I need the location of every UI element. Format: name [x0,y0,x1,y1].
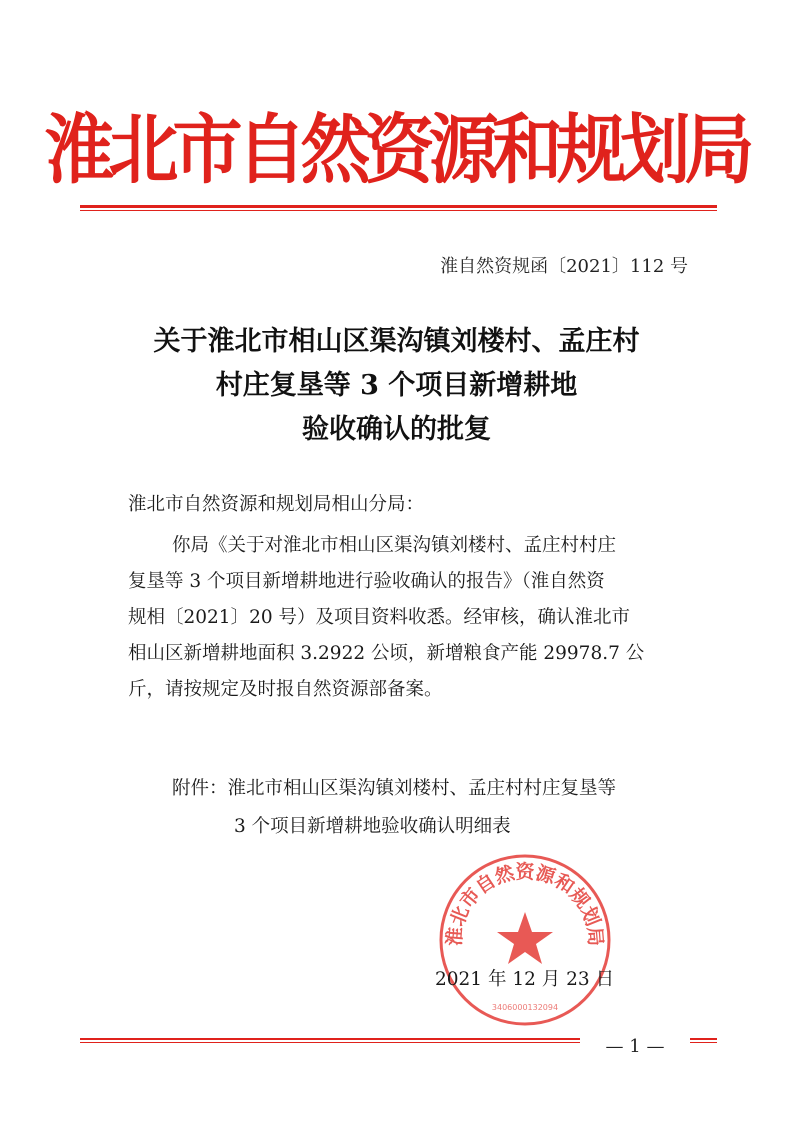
issue-date: 2021 年 12 月 23 日 [435,969,615,990]
org-masthead: 淮北市自然资源和规划局 [44,105,749,195]
document-number: 淮自然资规函〔2021〕112 号 [440,256,688,277]
body-line: 斤，请按规定及时报自然资源部备案。 [128,679,443,700]
seal-code: 3406000132094 [491,1003,559,1012]
seal-text: 淮北市自然资源和规划局 [443,861,607,947]
title-line-1: 关于淮北市相山区渠沟镇刘楼村、孟庄村 [153,326,640,357]
page-number: — 1 — [580,1035,690,1059]
document-title [0,320,793,452]
body-line: 复垦等 3 个项目新增耕地进行验收确认的报告》（淮自然资 [128,571,605,592]
title-line-3: 验收确认的批复 [302,414,491,445]
body-line: 你局《关于对淮北市相山区渠沟镇刘楼村、孟庄村村庄 [172,535,617,556]
header-red-rule [80,205,717,208]
attachment-line-2: 3 个项目新增耕地验收确认明细表 [234,816,511,837]
attachment-note [172,770,616,846]
star-icon [497,912,553,964]
salutation: 淮北市自然资源和规划局相山分局： [128,494,425,515]
body-line: 相山区新增耕地面积 3.2922 公顷，新增粮食产能 29978.7 公 [128,643,645,664]
attachment-line-1: 附件：淮北市相山区渠沟镇刘楼村、孟庄村村庄复垦等 [172,778,617,799]
title-line-2: 村庄复垦等 3 个项目新增耕地 [215,370,578,401]
header-red-rule-thin [80,210,717,211]
letter-body [128,528,688,708]
official-seal [435,850,615,1030]
body-line: 规相〔2021〕20 号）及项目资料收悉。经审核，确认淮北市 [128,607,631,628]
